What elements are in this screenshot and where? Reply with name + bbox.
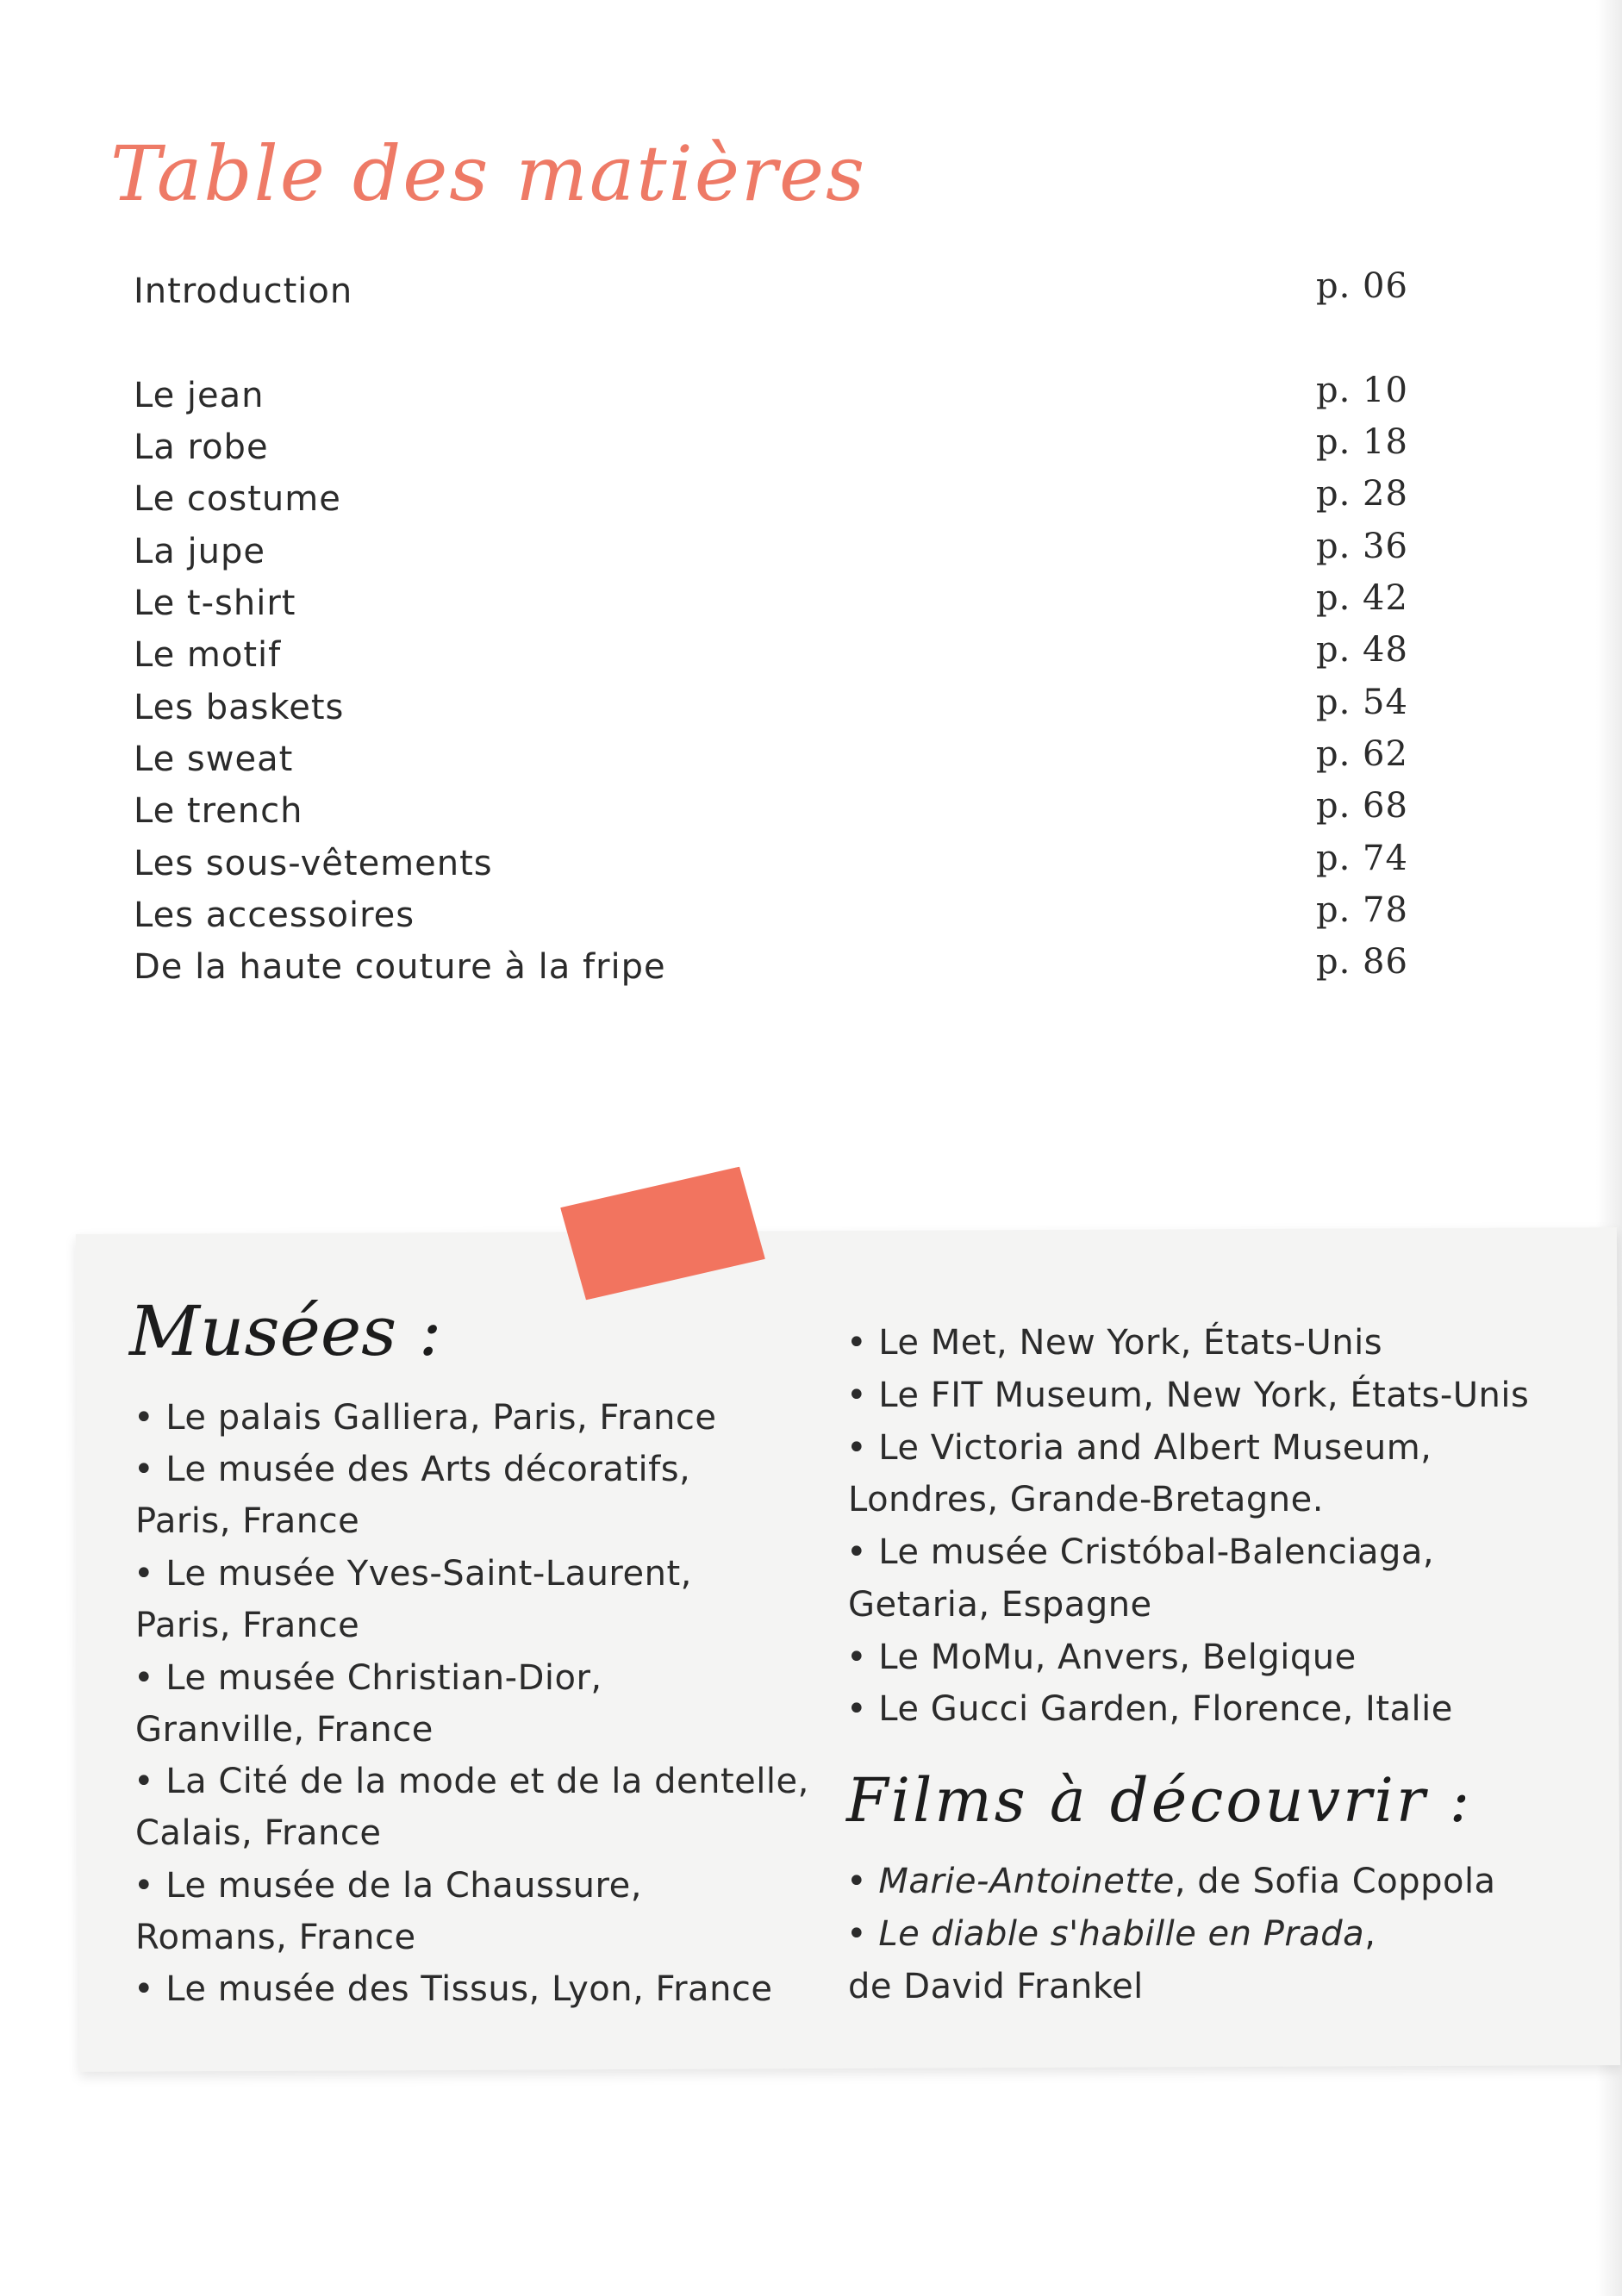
film-title: Marie-Antoinette [878,1862,1175,1901]
toc-entry[interactable] [134,578,1408,635]
toc-entry-page: p. 74 [1316,839,1408,878]
museum-line: • La Cité de la mode et de la dentelle, [134,1762,809,1801]
toc-entry-page: p. 54 [1316,683,1408,722]
film-item [848,1967,1144,2006]
toc-entry-page: p. 18 [1316,422,1408,462]
film-bullet: • [846,1862,879,1901]
film-director: de David Frankel [848,1967,1144,2006]
toc-entry[interactable] [134,734,1408,791]
museum-line: Paris, France [135,1606,360,1645]
toc-entry[interactable] [134,786,1408,843]
museum-line: Romans, France [135,1918,416,1957]
museum-line: • Le FIT Museum, New York, États-Unis [846,1376,1530,1415]
toc-entry-label: Le motif [134,635,282,675]
toc-entry-label: Le costume [134,479,341,519]
museum-line: • Le musée Yves-Saint-Laurent, [134,1554,692,1594]
film-title: Le diable s'habille en Prada [878,1914,1365,1954]
toc-entry-page: p. 68 [1316,786,1408,826]
museum-line: • Le musée Christian-Dior, [134,1658,602,1698]
toc-entry-page: p. 62 [1316,734,1408,774]
toc-entry-label: Les baskets [134,688,345,727]
toc-entry[interactable] [134,266,1408,323]
toc-entry[interactable] [134,371,1408,427]
museum-line: Londres, Grande-Bretagne. [848,1480,1324,1519]
toc-entry-label: Les sous-vêtements [134,844,493,883]
toc-entry-label: Le t-shirt [134,583,296,623]
museum-line: Calais, France [135,1813,382,1853]
toc-entry-page: p. 36 [1316,527,1408,566]
toc-entry-page: p. 28 [1316,474,1408,514]
film-director: , de Sofia Coppola [1174,1862,1496,1901]
toc-entry-label: Introduction [134,271,353,311]
museums-title: Musées : [129,1291,442,1371]
toc-entry[interactable] [134,474,1408,531]
museum-line: • Le musée des Arts décoratifs, [134,1450,691,1489]
museum-line: Granville, France [135,1710,434,1750]
film-bullet: • [846,1914,879,1954]
toc-entry[interactable] [134,527,1408,583]
toc-entry[interactable] [134,422,1408,479]
museum-line: Paris, France [135,1501,360,1541]
toc-entry-page: p. 06 [1316,266,1408,306]
toc-entry-label: La robe [134,427,269,467]
toc-entry-label: De la haute couture à la fripe [134,947,666,987]
film-item [846,1862,1496,1901]
toc-entry-page: p. 42 [1316,578,1408,618]
museum-line: • Le Met, New York, États-Unis [846,1323,1383,1363]
toc-entry-page: p. 78 [1316,890,1408,930]
museum-line: • Le Gucci Garden, Florence, Italie [846,1689,1453,1729]
toc-entry-label: Le trench [134,791,303,831]
toc-entry[interactable] [134,890,1408,947]
toc-entry[interactable] [134,942,1408,999]
film-director: , [1364,1914,1376,1954]
toc-entry-label: Le jean [134,376,265,415]
toc-entry-page: p. 48 [1316,630,1408,670]
museum-line: • Le palais Galliera, Paris, France [134,1398,717,1438]
museum-line: • Le musée Cristóbal-Balenciaga, [846,1532,1435,1572]
museum-line: • Le MoMu, Anvers, Belgique [846,1638,1357,1677]
toc-entry-page: p. 10 [1316,371,1408,410]
film-item [846,1914,1376,1954]
museum-line: • Le musée de la Chaussure, [134,1866,642,1906]
toc-entry-label: Les accessoires [134,895,415,935]
toc-entry[interactable] [134,630,1408,687]
films-title: Films à découvrir : [846,1765,1473,1836]
museum-line: Getaria, Espagne [848,1585,1152,1625]
toc-title: Table des matières [110,129,867,218]
toc-entry-label: La jupe [134,532,265,571]
toc-entry-page: p. 86 [1316,942,1408,982]
toc-entry[interactable] [134,683,1408,739]
toc-entry[interactable] [134,839,1408,895]
museum-line: • Le musée des Tissus, Lyon, France [134,1969,773,2009]
toc-entry-label: Le sweat [134,739,294,779]
museum-line: • Le Victoria and Albert Museum, [846,1428,1432,1468]
